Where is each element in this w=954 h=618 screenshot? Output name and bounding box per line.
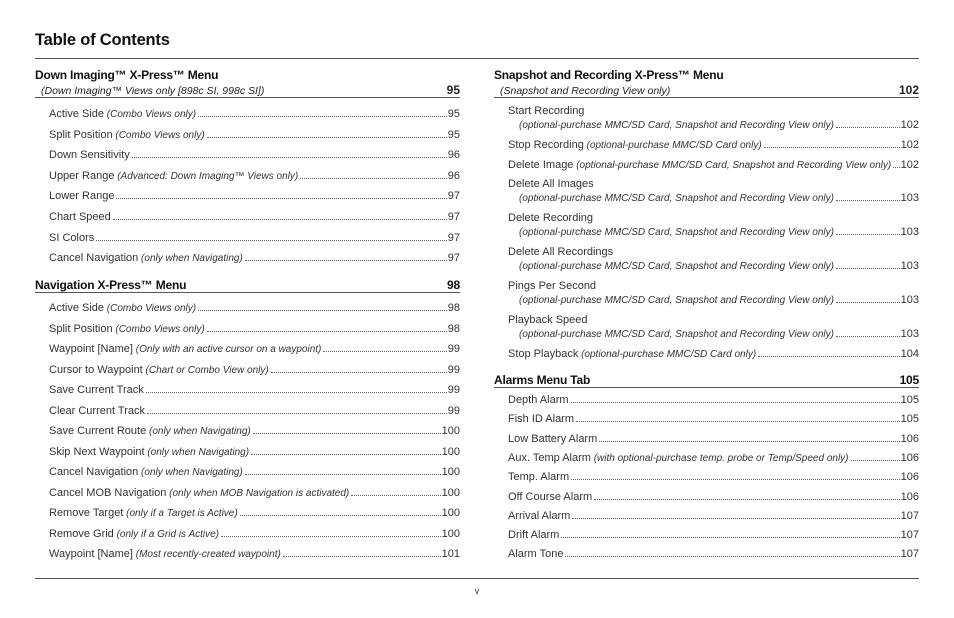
item-label-text: Waypoint [Name] [49,548,133,560]
item-label-text: Active Side [49,108,105,120]
item-note: (optional-purchase MMC/SD Card, Snapshot and Recording View only) [519,295,834,306]
dot-leader [565,556,899,557]
item-label-text: Depth Alarm [508,394,569,406]
dot-leader [571,402,900,403]
item-label-text: Lower Range [49,190,115,203]
toc-item[interactable] [494,348,919,360]
section-page: 102 [898,83,919,97]
item-page: 99 [447,404,460,417]
section-page: 95 [446,83,460,97]
item-label [49,302,196,314]
section-title: Alarms Menu Tab [494,373,591,387]
item-label [508,139,762,151]
dot-leader [283,556,441,557]
dot-leader [251,454,441,455]
item-label-text: Split Position [49,322,113,335]
toc-item[interactable] [494,212,919,224]
item-label [49,252,243,264]
dot-leader [836,234,900,235]
item-page: 100 [441,507,460,519]
item-label [49,425,251,437]
item-note: (only when MOB Navigation is activated) [166,487,350,499]
dot-leader [836,302,900,303]
item-label [508,452,849,464]
item-label-text: Cancel Navigation [49,252,139,265]
item-page: 102 [900,119,919,131]
toc-item[interactable] [35,405,460,417]
item-label-text: Save Current Route [49,425,147,437]
item-page: 103 [900,192,919,204]
item-label [49,190,114,202]
item-label-text: Chart Speed [49,211,111,223]
section-title: Navigation X-Press™ Menu [35,278,187,292]
item-page: 106 [900,471,919,484]
item-label [49,487,349,499]
dot-leader [836,127,900,128]
item-page: 96 [447,149,460,162]
item-label-text: SI Colors [49,231,95,244]
item-note: (only when Navigating) [144,446,250,458]
toc-item[interactable] [35,343,460,355]
item-label [508,413,574,425]
item-label: Pings Per Second [508,280,597,292]
toc-item[interactable] [35,170,460,182]
item-label [49,343,321,355]
toc-item[interactable] [494,139,919,151]
item-label-text: Cancel MOB Navigation [49,486,167,499]
item-page: 103 [900,260,919,272]
item-label [508,159,891,171]
item-label [508,491,592,503]
toc-item[interactable] [35,252,460,264]
toc-item[interactable] [494,159,919,171]
item-page: 98 [447,322,460,335]
toc-item-note [494,294,919,306]
dot-leader [758,356,899,357]
item-label-text: Save Current Track [49,384,144,396]
item-note: (optional-purchase MMC/SD Card, Snapshot and Recording View only) [573,159,892,171]
item-label: Start Recording [508,105,585,117]
dot-leader [351,495,440,496]
toc-item[interactable] [494,433,919,445]
item-page: 105 [900,413,919,426]
item-page: 97 [447,211,460,223]
dot-leader [207,331,447,332]
dot-leader [240,515,441,516]
dot-leader [764,147,900,148]
toc-section-heading[interactable] [494,68,919,82]
item-page: 99 [447,384,460,396]
item-label [49,446,249,458]
item-label: Delete All Images [508,178,594,190]
item-label [49,129,205,141]
dot-leader [323,351,446,352]
item-label: Delete All Recordings [508,246,614,258]
item-label-text: Stop Playback [508,348,579,360]
item-note: (optional-purchase MMC/SD Card, Snapshot and Recording View only) [519,329,834,340]
item-page: 98 [447,302,460,314]
item-page: 100 [441,425,460,437]
page-number: v [474,586,480,596]
section-page: 105 [899,373,919,387]
toc-item[interactable] [494,413,919,425]
toc-item[interactable] [494,105,919,117]
item-label-text: Delete Image [508,158,574,171]
toc-section-subheading [494,83,919,98]
item-note: (optional-purchase MMC/SD Card, Snapshot and Recording View only) [519,120,834,131]
toc-item[interactable] [494,280,919,292]
toc-item[interactable] [35,446,460,458]
item-label-text: Upper Range [49,169,115,182]
toc-item[interactable] [35,528,460,540]
item-page: 96 [447,169,460,182]
item-page: 100 [441,486,460,499]
item-label [49,108,196,120]
toc-item[interactable] [494,529,919,541]
toc-item[interactable] [35,364,460,376]
item-note: (Combo Views only) [112,129,205,141]
toc-item[interactable] [494,548,919,560]
toc-item[interactable] [35,108,460,120]
item-label-text: Remove Grid [49,527,114,540]
item-label [508,348,756,360]
item-note: (optional-purchase MMC/SD Card only) [583,140,762,151]
dot-leader [253,433,441,434]
item-note: (Chart or Combo View only) [142,364,269,376]
item-note: (only if a Target is Active) [123,508,238,519]
item-page: 106 [900,432,919,445]
dot-leader [198,310,447,311]
toc-item[interactable] [35,425,460,437]
item-label [49,528,219,540]
section-subtitle: (Down Imaging™ Views only [898c SI, 998c SI]) [41,85,265,97]
toc-item[interactable] [35,548,460,560]
dot-leader [198,116,447,117]
item-page: 103 [900,328,919,340]
section-title: Down Imaging™ X-Press™ Menu [35,68,219,82]
item-note: (Only with an active cursor on a waypoint) [132,344,322,355]
item-label-text: Drift Alarm [508,529,560,542]
dot-leader [300,178,447,179]
item-label [49,323,205,335]
toc-item[interactable] [494,471,919,483]
item-label-text: Down Sensitivity [49,149,130,162]
dot-leader [245,260,447,261]
item-label: Delete Recording [508,212,593,224]
item-note: (only when Navigating) [146,426,251,437]
dot-leader [146,392,447,393]
item-label-text: Cancel Navigation [49,466,139,478]
toc-item-note [494,328,919,340]
item-note: (optional-purchase MMC/SD Card, Snapshot and Recording View only) [519,261,834,272]
toc-item[interactable] [494,394,919,406]
item-page: 102 [900,158,919,171]
item-label [508,510,570,522]
dot-leader [561,537,899,538]
item-label [49,548,281,560]
section-page: 98 [447,278,460,292]
item-page: 107 [900,529,919,542]
toc-item[interactable] [35,190,460,202]
dot-leader [836,268,900,269]
item-label [49,364,269,376]
toc-item[interactable] [494,246,919,258]
item-label-text: Waypoint [Name] [49,343,133,355]
page-title: Table of Contents [35,31,170,49]
item-label [49,211,111,223]
toc-item[interactable] [494,314,919,326]
dot-leader [572,518,899,519]
dot-leader [207,137,447,138]
item-page: 102 [900,139,919,151]
item-label [508,471,569,483]
top-rule [35,58,919,59]
item-note: (optional-purchase MMC/SD Card only) [578,349,757,360]
item-label [49,405,145,417]
toc-item[interactable] [35,466,460,478]
item-page: 100 [441,466,460,478]
item-note: (with optional-purchase temp. probe or Temp/Speed only) [590,452,849,464]
item-label-text: Temp. Alarm [508,471,570,484]
item-label [508,548,563,560]
item-label [49,384,144,396]
toc-item-note [494,119,919,131]
item-page: 99 [447,343,460,355]
dot-leader [245,474,441,475]
toc-item[interactable] [35,323,460,335]
item-label [49,466,243,478]
item-note: (Advanced: Down Imaging™ Views only) [114,170,299,182]
item-note: (optional-purchase MMC/SD Card, Snapshot and Recording View only) [519,227,834,238]
toc-section-subheading [35,83,460,98]
item-label-text: Low Battery Alarm [508,432,598,445]
item-page: 106 [900,490,919,503]
item-page: 107 [900,548,919,561]
item-note: (Most recently-created waypoint) [132,549,281,560]
item-page: 103 [900,226,919,238]
item-label-text: Skip Next Waypoint [49,445,145,458]
toc-item[interactable] [494,452,919,464]
dot-leader [836,336,900,337]
dot-leader [893,167,899,168]
item-label-text: Split Position [49,128,113,141]
dot-leader [147,413,447,414]
item-label-text: Cursor to Waypoint [49,363,143,376]
section-subtitle: (Snapshot and Recording View only) [500,85,671,97]
toc-item[interactable] [35,384,460,396]
item-page: 100 [441,527,460,540]
item-label [49,170,298,182]
item-label: Playback Speed [508,314,588,326]
item-note: (only when Navigating) [138,253,243,265]
item-label-text: Arrival Alarm [508,509,571,522]
toc-item[interactable] [494,178,919,190]
item-page: 105 [900,394,919,406]
dot-leader [271,372,447,373]
section-title: Snapshot and Recording X-Press™ Menu [494,68,724,82]
item-page: 100 [441,445,460,458]
item-page: 107 [900,509,919,522]
item-label-text: Clear Current Track [49,404,145,417]
item-page: 99 [447,363,460,376]
item-label [49,507,238,519]
toc-item[interactable] [494,491,919,503]
item-label-text: Active Side [49,302,105,314]
item-page: 97 [447,231,460,244]
dot-leader [599,441,899,442]
dot-leader [576,421,900,422]
toc-item-note [494,192,919,204]
toc-section-heading[interactable] [35,68,460,82]
bottom-rule [35,578,919,579]
item-label-text: Stop Recording [508,139,584,151]
item-page: 95 [447,128,460,141]
toc-item[interactable] [35,507,460,519]
item-label [49,149,130,161]
dot-leader [851,460,900,461]
item-page: 101 [441,548,460,560]
item-label [508,433,597,445]
item-note: (only if a Grid is Active) [113,528,220,540]
toc-item[interactable] [35,232,460,244]
toc-item[interactable] [35,211,460,223]
item-page: 97 [447,252,460,265]
item-note: (optional-purchase MMC/SD Card, Snapshot and Recording View only) [519,193,834,204]
toc-section-heading[interactable] [35,278,460,293]
dot-leader [571,479,900,480]
toc-item[interactable] [35,129,460,141]
item-page: 104 [900,348,919,360]
dot-leader [96,240,447,241]
item-note: (Combo Views only) [112,323,205,335]
item-page: 106 [900,451,919,464]
dot-leader [113,219,447,220]
item-page: 95 [447,108,460,120]
toc-item-note [494,226,919,238]
dot-leader [132,157,447,158]
item-label-text: Fish ID Alarm [508,413,575,426]
item-note: (Combo Views only) [104,303,197,314]
item-note: (Combo Views only) [104,109,197,120]
toc-section-heading[interactable] [494,373,919,388]
toc-item[interactable] [35,487,460,499]
item-label-text: Off Course Alarm [508,490,593,503]
dot-leader [836,200,900,201]
item-label-text: Aux. Temp Alarm [508,451,591,464]
item-page: 103 [900,294,919,306]
item-label [49,232,94,244]
dot-leader [221,536,441,537]
item-note: (only when Navigating) [138,467,243,478]
toc-item[interactable] [494,510,919,522]
item-page: 97 [447,190,460,203]
toc-item-note [494,260,919,272]
item-label-text: Remove Target [49,507,124,519]
toc-item[interactable] [35,149,460,161]
item-label-text: Alarm Tone [508,548,564,561]
dot-leader [116,198,446,199]
dot-leader [594,499,899,500]
toc-item[interactable] [35,302,460,314]
item-label [508,529,559,541]
item-label [508,394,569,406]
